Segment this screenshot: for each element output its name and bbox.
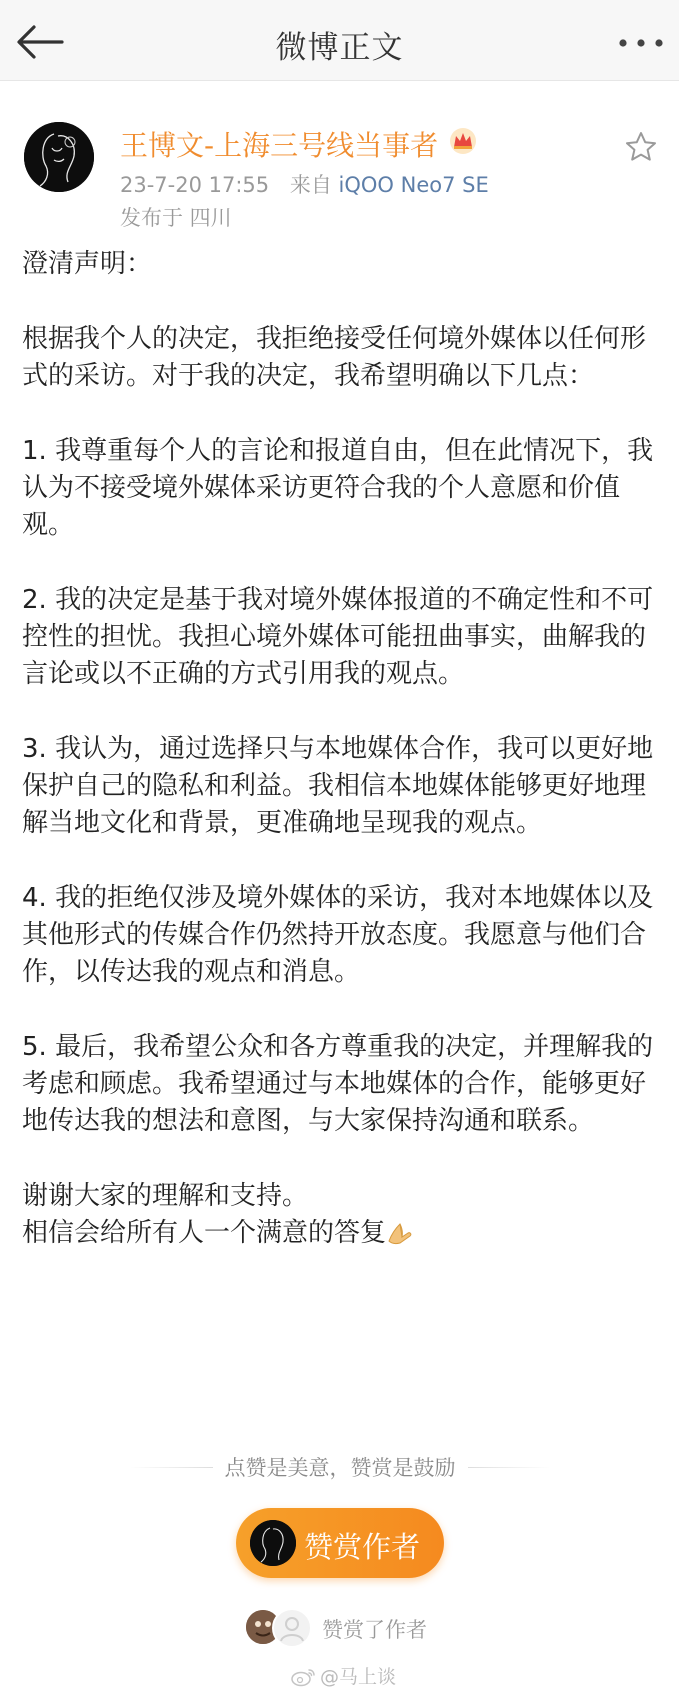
praying-hands-icon [386, 1219, 414, 1245]
crown-icon [448, 126, 478, 156]
reward-author-button[interactable] [236, 1508, 444, 1578]
post-location: 发布于 四川 [120, 206, 232, 230]
paragraph: 1. 我尊重每个人的言论和报道自由，但在此情况下，我认为不接受境外媒体采访更符合我的个人意愿和价值观。 [22, 436, 654, 540]
paragraph: 2. 我的决定是基于我对境外媒体报道的不确定性和不可控性的担忧。我担心境外媒体可能扭曲事实，曲解我的言论或以不正确的方式引用我的观点。 [22, 585, 654, 689]
supporters-row[interactable] [246, 1608, 466, 1648]
post-timestamp: 23-7-20 17:55 [120, 173, 270, 197]
reward-tip [130, 1450, 550, 1484]
paragraph: 3. 我认为，通过选择只与本地媒体合作，我可以更好地保护自己的隐私和利益。我相信本地媒体能够更好地理解当地文化和背景，更准确地呈现我的观点。 [22, 734, 654, 838]
paragraph: 根据我个人的决定，我拒绝接受任何境外媒体以任何形式的采访。对于我的决定，我希望明确以下几点： [22, 324, 647, 391]
more-dots-icon[interactable] [613, 28, 669, 58]
closing [22, 1178, 658, 1252]
supporters-text: 赞赏了作者 [322, 1618, 427, 1642]
supporter-avatar [272, 1608, 312, 1648]
reward-tip-text: 点赞是美意，赞赏是鼓励 [224, 1456, 456, 1480]
post-meta [120, 169, 489, 199]
author-avatar[interactable] [24, 122, 94, 192]
reward-button-label: 赞赏作者 [304, 1530, 421, 1564]
divider [130, 1467, 213, 1468]
post-body [22, 246, 658, 1252]
device-link[interactable]: iQOO Neo7 SE [338, 173, 489, 197]
favorite-star-icon[interactable] [624, 130, 658, 164]
top-nav-bar [0, 0, 679, 81]
paragraph: 5. 最后，我希望公众和各方尊重我的决定，并理解我的考虑和顾虑。我希望通过与本地媒体的合作，能够更好地传达我的想法和意图，与大家保持沟通和联系。 [22, 1032, 654, 1136]
divider [468, 1467, 551, 1468]
watermark [290, 1662, 396, 1689]
watermark-text: @马上谈 [320, 1666, 397, 1688]
author-name[interactable]: 王博文-上海三号线当事者 [120, 129, 439, 162]
paragraph: 4. 我的拒绝仅涉及境外媒体的采访，我对本地媒体以及其他形式的传媒合作仍然持开放态度。我愿意与他们合作，以传达我的观点和消息。 [22, 883, 654, 987]
from-label: 来自 [289, 173, 332, 197]
closing-line: 相信会给所有人一个满意的答复 [22, 1218, 387, 1248]
weibo-logo-icon [290, 1667, 316, 1687]
paragraph: 澄清声明： [22, 249, 153, 279]
page-title: 微博正文 [275, 30, 404, 66]
closing-line: 谢谢大家的理解和支持。 [22, 1181, 309, 1211]
author-avatar-small [250, 1520, 296, 1566]
